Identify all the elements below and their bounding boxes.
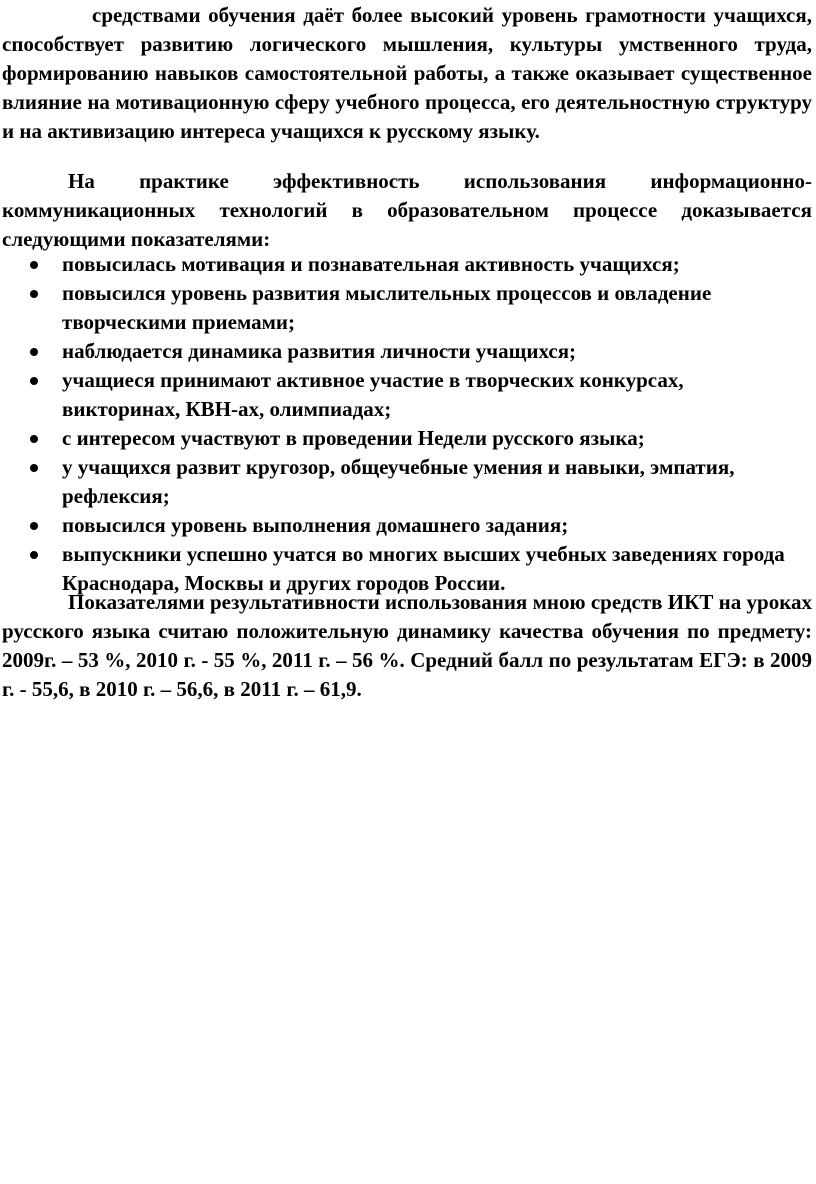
list-item-text: повысился уровень выполнения домашнего задания; <box>62 513 569 537</box>
list-item <box>0 337 790 366</box>
list-item-text: выпускники успешно учатся во многих высших учебных заведениях города Краснодара, Москвы и других городов России. <box>62 542 785 595</box>
list-item-text: повысилась мотивация и познавательная активность учащихся; <box>62 252 680 276</box>
bullet-icon <box>30 290 38 298</box>
bullet-icon <box>30 464 38 472</box>
paragraph-intro: средствами обучения даёт более высокий уровень грамотности учащихся, способствует развитию логического мышления, культуры умственного труда, формированию навыков самостоятельной работы, а также оказывает существенное влияние на мотивационную сферу учебного процесса, его деятельностную структуру и на активизацию интереса учащихся к русскому языку. <box>2 3 812 143</box>
bullet-icon <box>30 435 38 443</box>
bullet-icon <box>30 377 38 385</box>
paragraph-practice: На практике эффективность использования информационно-коммуникационных технологий в образовательном процессе доказывается следующими показателями: <box>2 169 812 251</box>
list-item-text: повысился уровень развития мыслительных процессов и овладение творческими приемами; <box>62 281 712 334</box>
list-item-text: наблюдается динамика развития личности учащихся; <box>62 339 577 363</box>
bullet-icon <box>30 551 38 559</box>
paragraph-results: Показателями результативности использования мною средств ИКТ на уроках русского языка считаю положительную динамику качества обучения по предмету: 2009г. – 53 %, 2010 г. - 55 %, 2011 г. – 56 %. Средний балл по результатам ЕГЭ: в 2009 г. - 55,6, в 2010 г. – 56,6, в 2011 г. – 61,9. <box>2 590 812 701</box>
list-item <box>0 424 790 453</box>
list-item <box>0 453 790 511</box>
bullet-icon <box>30 522 38 530</box>
bullet-icon <box>30 261 38 269</box>
list-item <box>0 511 790 540</box>
list-item-text: учащиеся принимают активное участие в творческих конкурсах, викторинах, КВН-ах, олимпиадах; <box>62 368 684 421</box>
list-item-text: у учащихся развит кругозор, общеучебные умения и навыки, эмпатия, рефлексия; <box>62 455 735 508</box>
list-item <box>0 250 790 279</box>
list-item-text: с интересом участвуют в проведении Недели русского языка; <box>62 426 645 450</box>
list-item <box>0 279 790 337</box>
bullet-icon <box>30 348 38 356</box>
list-item <box>0 366 790 424</box>
indicators-list <box>0 250 790 598</box>
